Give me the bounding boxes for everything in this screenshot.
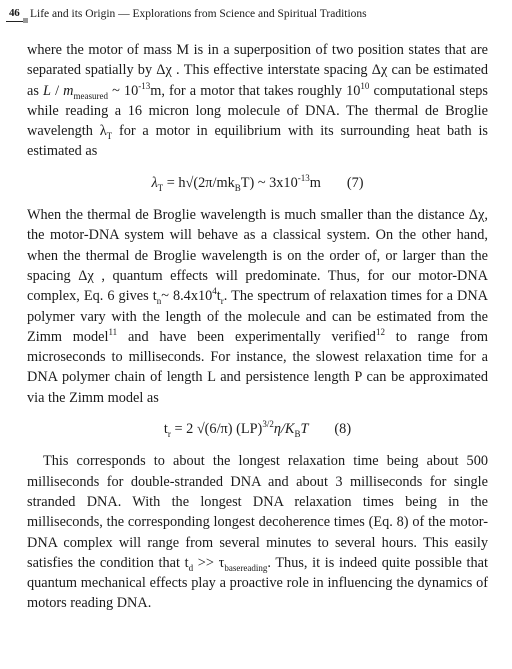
subscript: r <box>220 296 224 307</box>
header-rule <box>6 21 24 22</box>
subscript: n <box>156 296 162 307</box>
subscript: T <box>106 131 113 142</box>
subscript: T <box>157 182 164 193</box>
paragraph-2 <box>27 205 488 408</box>
equation-8 <box>27 419 488 439</box>
eq-text: m <box>309 174 321 191</box>
text-run: . Thus, it is indeed quite possible that quantum mechanical effects play a proactive role in influencing the dynamics of motors reading DNA. <box>27 554 488 612</box>
reference-marker: 11 <box>108 327 118 338</box>
equation-number: (8) <box>334 421 352 438</box>
page-body <box>27 40 488 614</box>
header-square-ornament <box>23 18 28 23</box>
text-run: ~ 10 <box>107 82 139 99</box>
eq-text: T <box>300 421 309 438</box>
eq-text: = h√(2π/mk <box>163 174 235 191</box>
text-run: and have been experimentally verified <box>117 328 376 345</box>
text-run: When the thermal de Broglie wavelength is much smaller than the distance Δχ, the motor-DNA system will behave as a classical system. On the other hand, when the thermal de Broglie wavelength is on the order of, or larger than the spacing Δχ , quantum effects will predominate. Thus, for our motor-DNA complex, Eq. 6 gives t <box>27 207 488 305</box>
text-run: ~ 8.4x10 <box>161 288 213 305</box>
subscript: B <box>234 182 241 193</box>
text-run: This corresponds to about the longest relaxation time being about 500 milliseconds for double-stranded DNA and about 3 milliseconds for single stranded DNA. With the longest DNA relaxation times being in the milliseconds, the corresponding longest decoherence times (Eq. 8) of the motor-DNA complex will range from several minutes to several hours. This easily satisfies the condition that t <box>27 453 488 571</box>
text-run: to range from microseconds to milliseconds. For instance, the slowest relaxation time for a DNA polymer chain of length L and persistence length P can be approximated via the Zimm model as <box>27 328 488 406</box>
eq-text: = 2 √(6/π) (LP) <box>170 421 263 438</box>
subscript: B <box>294 428 301 439</box>
equation-7 <box>27 173 488 193</box>
subscript: r <box>167 428 171 439</box>
eq-text: T) ~ 3x10 <box>240 174 298 191</box>
reference-marker: 12 <box>375 327 385 338</box>
text-run: computational steps while reading a 16 micron long molecule of DNA. The thermal de Broglie wavelength λ <box>27 82 488 140</box>
superscript: 4 <box>212 286 217 297</box>
page-header <box>6 4 506 24</box>
subscript: d <box>188 562 194 573</box>
text-run: for a motor in equilibrium with its surrounding heat bath is estimated as <box>27 123 488 160</box>
page-number: 46 <box>9 7 20 19</box>
var-L: L <box>43 82 51 99</box>
text-run: / <box>50 82 64 99</box>
subscript: basereading <box>224 562 268 573</box>
superscript: 3/2 <box>262 419 274 430</box>
eq-symbol: λ <box>151 174 158 191</box>
text-run: where the motor of mass M is in a superposition of two position states that are separated spatially by Δχ . This effective interstate spacing Δχ can be estimated as <box>27 42 488 99</box>
paragraph-3 <box>27 451 488 613</box>
subscript: measured <box>73 90 108 101</box>
superscript: 10 <box>360 80 370 91</box>
superscript: -13 <box>138 80 151 91</box>
superscript: -13 <box>297 173 310 184</box>
text-run: >> τ <box>193 554 225 571</box>
text-run: . The spectrum of relaxation times for a DNA polymer vary with the length of the molecule and can be estimated from the Zimm model <box>27 288 488 345</box>
running-title: Life and its Origin — Explorations from Science and Spiritual Traditions <box>30 8 367 20</box>
text-run: m, for a motor that takes roughly 10 <box>150 82 361 99</box>
text-run: t <box>216 288 221 305</box>
eq-symbol: t <box>163 421 168 438</box>
var-m: m <box>63 82 74 99</box>
paragraph-1 <box>27 40 488 162</box>
equation-number: (7) <box>346 174 364 191</box>
eq-text: η/K <box>273 421 295 438</box>
